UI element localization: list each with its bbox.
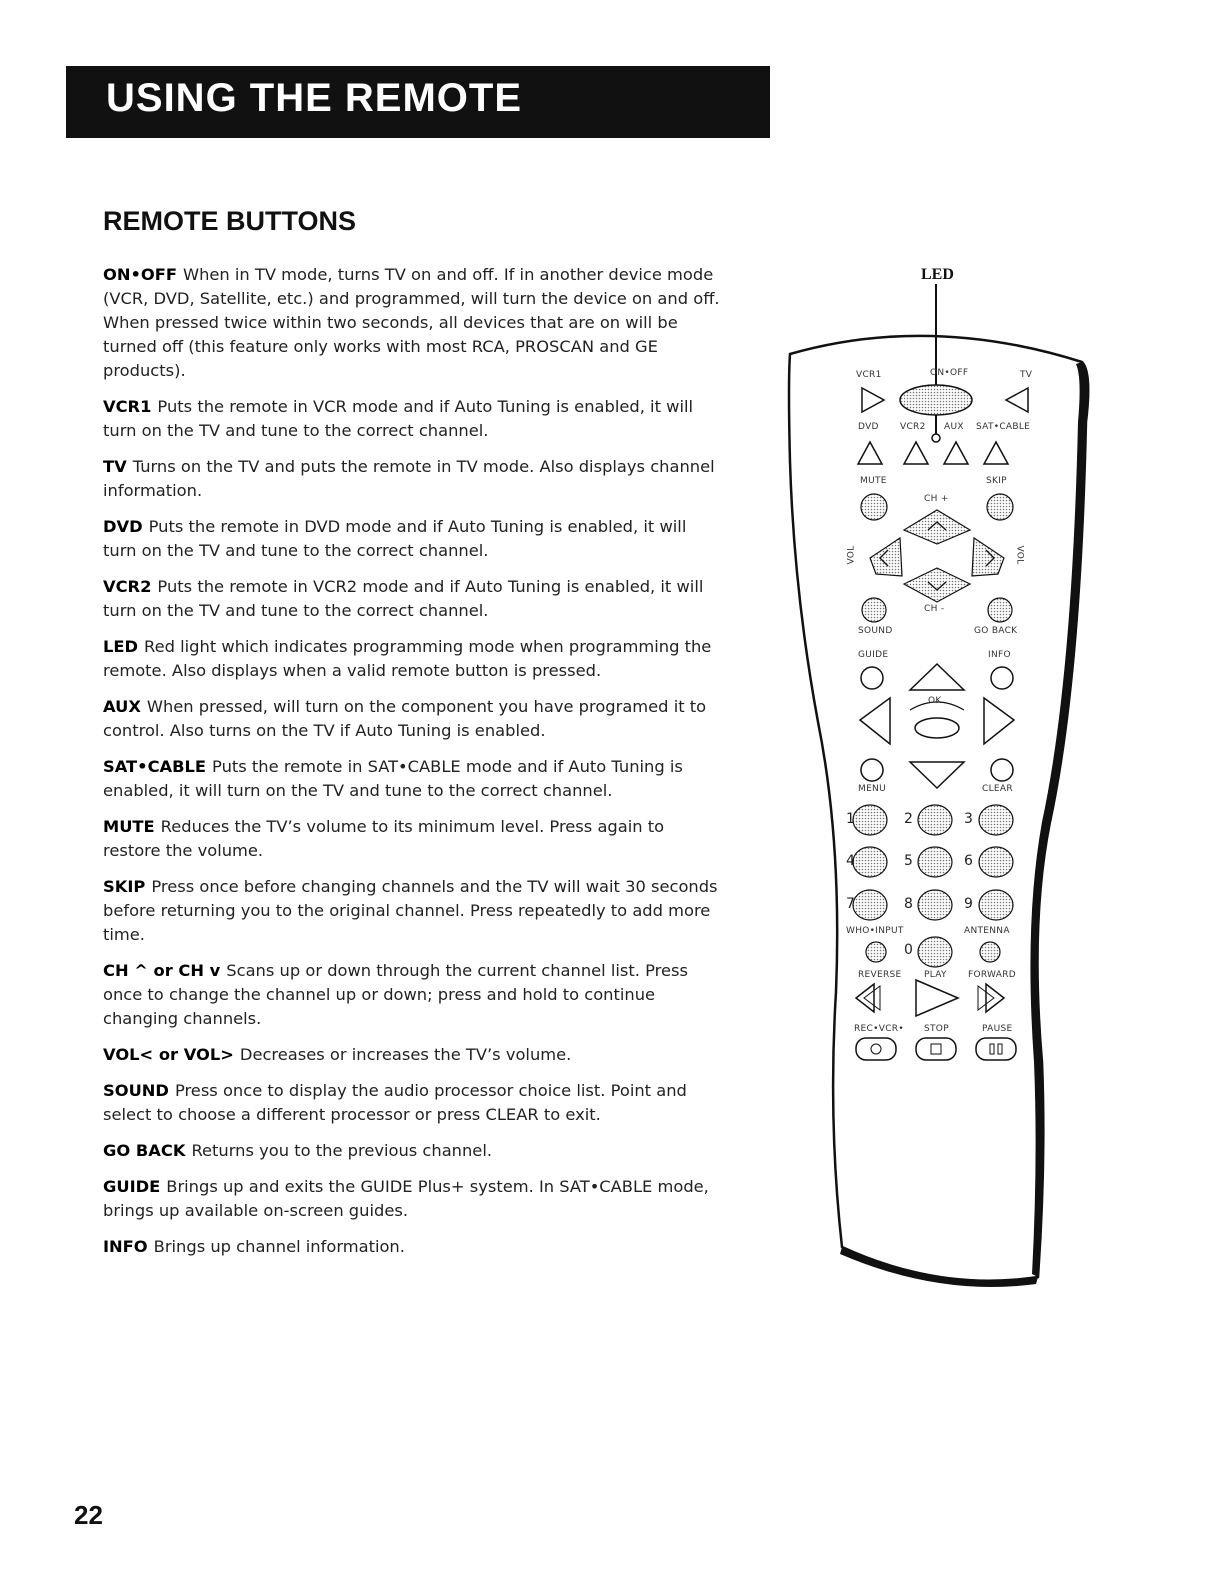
description-on-off xyxy=(103,263,723,383)
term-text: Decreases or increases the TV’s volume. xyxy=(239,1045,572,1064)
aux-label: AUX xyxy=(944,422,964,432)
header-banner xyxy=(66,66,770,138)
description-mute xyxy=(103,815,723,863)
vcr1-label: VCR1 xyxy=(856,370,882,380)
term-label: TV xyxy=(103,457,127,476)
term-label: SKIP xyxy=(103,877,146,896)
menu-button xyxy=(861,759,883,781)
term-label: CH ^ or CH v xyxy=(103,961,221,980)
term-label: VOL< or VOL> xyxy=(103,1045,234,1064)
remote-drawing xyxy=(780,262,1100,1292)
ch-down-label: CH - xyxy=(924,604,945,614)
digit-9-label: 9 xyxy=(964,896,973,912)
digit-button xyxy=(979,890,1013,920)
term-label: SAT•CABLE xyxy=(103,757,207,776)
who-input-button xyxy=(866,942,886,962)
who-input-label: WHO•INPUT xyxy=(846,926,904,936)
term-text: Brings up and exits the GUIDE Plus+ system. In SAT•CABLE mode, brings up available on-screen guides. xyxy=(103,1177,709,1220)
term-label: ON•OFF xyxy=(103,265,177,284)
digit-button xyxy=(918,890,952,920)
term-label: GUIDE xyxy=(103,1177,161,1196)
ok-button xyxy=(915,718,959,738)
term-label: MUTE xyxy=(103,817,155,836)
term-text: Puts the remote in VCR2 mode and if Auto Tuning is enabled, it will turn on the TV and tune to the correct channel. xyxy=(103,577,704,620)
vol-right-label: VOL xyxy=(1014,545,1025,565)
guide-button xyxy=(861,667,883,689)
sound-button xyxy=(862,598,886,622)
digit-button xyxy=(918,805,952,835)
button-description-list xyxy=(103,263,723,1271)
digit-2-label: 2 xyxy=(904,811,913,827)
digit-7-label: 7 xyxy=(846,896,855,912)
term-text: Brings up channel information. xyxy=(153,1237,405,1256)
remote-illustration xyxy=(780,262,1100,1292)
mute-label: MUTE xyxy=(860,476,887,486)
info-button xyxy=(991,667,1013,689)
info-label: INFO xyxy=(988,650,1011,660)
clear-button xyxy=(991,759,1013,781)
term-text: Puts the remote in DVD mode and if Auto Tuning is enabled, it will turn on the TV and tune to the correct channel. xyxy=(103,517,687,560)
reverse-label: REVERSE xyxy=(858,970,902,980)
term-text: When in TV mode, turns TV on and off. If in another device mode (VCR, DVD, Satellite, etc.) and programmed, will turn the device on and off. When pressed twice within two seconds, all devices that are on will be turned off (this feature only works with most RCA, PROSCAN and GE products). xyxy=(103,265,720,380)
term-text: When pressed, will turn on the component you have programed it to control. Also turns on the TV if Auto Tuning is enabled. xyxy=(103,697,707,740)
term-label: VCR1 xyxy=(103,397,152,416)
rec-vcr-button xyxy=(856,1038,896,1060)
stop-label: STOP xyxy=(924,1024,949,1034)
sat-cable-label: SAT•CABLE xyxy=(976,422,1031,432)
go-back-label: GO BACK xyxy=(974,626,1018,636)
clear-label: CLEAR xyxy=(982,784,1013,794)
term-label: LED xyxy=(103,637,139,656)
antenna-label: ANTENNA xyxy=(964,926,1010,936)
term-text: Press once to display the audio processor choice list. Point and select to choose a different processor or press CLEAR to exit. xyxy=(103,1081,687,1124)
digit-button xyxy=(918,847,952,877)
go-back-button xyxy=(988,598,1012,622)
tv-label: TV xyxy=(1020,370,1033,380)
description-info xyxy=(103,1235,723,1259)
term-text: Puts the remote in SAT•CABLE mode and if Auto Tuning is enabled, it will turn on the TV and tune to the correct channel. xyxy=(103,757,683,800)
page-number: 22 xyxy=(74,1500,103,1530)
digit-1-label: 1 xyxy=(846,811,855,827)
description-led xyxy=(103,635,723,683)
term-label: SOUND xyxy=(103,1081,169,1100)
dvd-label: DVD xyxy=(858,422,879,432)
digit-0-label: 0 xyxy=(904,942,913,958)
digit-button xyxy=(853,890,887,920)
forward-label: FORWARD xyxy=(968,970,1016,980)
term-label: VCR2 xyxy=(103,577,152,596)
on-off-label: ON•OFF xyxy=(930,368,969,378)
ok-label: OK xyxy=(928,696,942,706)
description-aux xyxy=(103,695,723,743)
skip-button xyxy=(987,494,1013,520)
description-dvd xyxy=(103,515,723,563)
mute-button xyxy=(861,494,887,520)
term-text: Red light which indicates programming mode when programming the remote. Also displays when a valid remote button is pressed. xyxy=(103,637,712,680)
description-skip xyxy=(103,875,723,947)
digit-8-label: 8 xyxy=(904,896,913,912)
description-channel xyxy=(103,959,723,1031)
skip-label: SKIP xyxy=(986,476,1007,486)
vol-left-label: VOL xyxy=(846,545,857,565)
term-label: INFO xyxy=(103,1237,148,1256)
description-vcr1 xyxy=(103,395,723,443)
description-tv xyxy=(103,455,723,503)
digit-4-label: 4 xyxy=(846,853,855,869)
term-label: GO BACK xyxy=(103,1141,186,1160)
term-label: DVD xyxy=(103,517,143,536)
term-text: Returns you to the previous channel. xyxy=(191,1141,493,1160)
term-text: Press once before changing channels and the TV will wait 30 seconds before returning you to the original channel. Press repeatedly to add more time. xyxy=(103,877,718,944)
vcr2-label: VCR2 xyxy=(900,422,926,432)
rec-vcr-label: REC•VCR• xyxy=(854,1024,904,1034)
led-indicator xyxy=(932,434,940,442)
guide-label: GUIDE xyxy=(858,650,889,660)
ch-up-label: CH + xyxy=(924,494,949,504)
digit-button xyxy=(979,805,1013,835)
description-volume xyxy=(103,1043,723,1067)
section-title: REMOTE BUTTONS xyxy=(103,206,357,236)
sound-label: SOUND xyxy=(858,626,893,636)
description-vcr2 xyxy=(103,575,723,623)
term-text: Puts the remote in VCR mode and if Auto Tuning is enabled, it will turn on the TV and tune to the correct channel. xyxy=(103,397,694,440)
pause-label: PAUSE xyxy=(982,1024,1013,1034)
term-label: AUX xyxy=(103,697,141,716)
stop-button xyxy=(916,1038,956,1060)
menu-label: MENU xyxy=(858,784,886,794)
on-off-button xyxy=(900,385,972,415)
description-go-back xyxy=(103,1139,723,1163)
term-text: Turns on the TV and puts the remote in TV mode. Also displays channel information. xyxy=(103,457,715,500)
term-text: Scans up or down through the current channel list. Press once to change the channel up or down; press and hold to continue changing channels. xyxy=(103,961,688,1028)
description-guide xyxy=(103,1175,723,1223)
digit-button xyxy=(979,847,1013,877)
antenna-button xyxy=(980,942,1000,962)
page-header-title: USING THE REMOTE xyxy=(106,76,523,120)
description-sat-cable xyxy=(103,755,723,803)
digit-button xyxy=(918,937,952,967)
digit-5-label: 5 xyxy=(904,853,913,869)
play-label: PLAY xyxy=(924,970,947,980)
pause-button xyxy=(976,1038,1016,1060)
digit-button xyxy=(853,847,887,877)
digit-3-label: 3 xyxy=(964,811,973,827)
digit-6-label: 6 xyxy=(964,853,973,869)
term-text: Reduces the TV’s volume to its minimum level. Press again to restore the volume. xyxy=(103,817,665,860)
digit-button xyxy=(853,805,887,835)
description-sound xyxy=(103,1079,723,1127)
led-label: LED xyxy=(921,266,954,283)
